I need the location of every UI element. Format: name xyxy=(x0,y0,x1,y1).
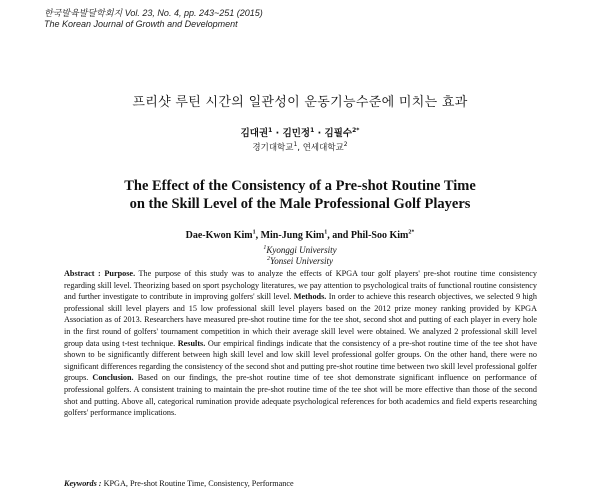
ko-author-1-sup: 1 xyxy=(268,126,273,134)
korean-title: 프리샷 루틴 시간의 일관성이 운동기능수준에 미치는 효과 xyxy=(132,95,468,110)
keywords-label: Keywords : xyxy=(64,479,102,488)
methods-text: In order to achieve this research objectives, we selected 9 high professional skill level players and 15 low professional skill level players based on the 2012 prize money ranking provided by KPGA Association as of 2013. Researchers have measured pre-shot routine time for the tee shot, second shot and putting of each player in every hole in the first round of golfers' tournament competition in which their average skill level were obtained. We analyzed 2 professional skill level group data using t-test technique. xyxy=(64,292,537,348)
en-author-2-sup: 1 xyxy=(324,229,328,236)
ko-author-3-sup: 2* xyxy=(352,126,360,134)
en-author-sep-2: , and xyxy=(327,230,351,241)
ko-author-1: 김대권 xyxy=(240,128,269,139)
journal-citation: 한국발육발달학회지 Vol. 23, No. 4, pp. 243~251 (2015) xyxy=(44,8,263,18)
purpose-text: The purpose of this study was to analyze the effects of KPGA tour golf players' pre-shot routine time consistency regarding skill level. Theorizing based on sport psychology literatures, we pay attention to psychological traits of functional routine consistency and further investigate to contribute in improving golfers' skill level. xyxy=(64,269,538,302)
journal-name: The Korean Journal of Growth and Development xyxy=(44,19,238,29)
ko-author-2-sup: 1 xyxy=(310,126,315,134)
english-affiliation-2 xyxy=(0,256,600,266)
abstract-label: Abstract : xyxy=(64,269,101,278)
en-author-1-sup: 1 xyxy=(252,229,256,236)
english-authors xyxy=(0,230,600,241)
ko-author-sep: · xyxy=(314,128,325,139)
conclusion-label: Conclusion. xyxy=(92,373,134,383)
ko-affil-sep: , xyxy=(297,143,303,153)
conclusion-text: Based on our findings, the pre-shot routine time of tee shot demonstrate significant influence on performance of professional golfers. A consistent training to maintain the pre-shot routine time of the tee shot will be more effective than those of the second shot and putting. Above all, categorical rumination provide adequate psychological references for both academics and field experts researching golfers' performance implications. xyxy=(64,373,537,418)
keywords-text: KPGA, Pre-shot Routine Time, Consistency, Performance xyxy=(101,479,294,488)
en-author-3: Phil-Soo Kim xyxy=(350,230,409,241)
keywords xyxy=(64,479,294,488)
en-author-2: Min-Jung Kim xyxy=(260,230,325,241)
ko-affil-1-sup: 1 xyxy=(293,141,298,149)
en-author-3-sup: 2* xyxy=(408,229,415,236)
ko-author-3: 김필수 xyxy=(324,128,353,139)
english-title-line-1: The Effect of the Consistency of a Pre-shot Routine Time xyxy=(124,178,476,194)
korean-affiliations xyxy=(0,141,600,153)
english-title-line-2: on the Skill Level of the Male Professional Golf Players xyxy=(129,196,471,212)
journal-header xyxy=(44,8,263,30)
en-affil-1-name: Kyonggi University xyxy=(266,245,337,255)
korean-authors xyxy=(0,125,600,139)
en-affil-2-name: Yonsei University xyxy=(270,256,333,266)
ko-author-2: 김민정 xyxy=(282,128,311,139)
results-text: Our empirical findings indicate that the consistency of a pre-shot routine time of the tee shot have shown to be significantly different between high skill level and low skill level professional golfer groups. On the other hand, there were no significant differences regarding the consistency of the second shot and putting pre-shot routine time between two skill level professional golfer groups. xyxy=(64,338,537,383)
abstract xyxy=(64,268,537,419)
en-affil-1-sup: 1 xyxy=(263,245,267,251)
en-author-1: Dae-Kwon Kim xyxy=(185,230,253,241)
en-author-sep-1: , xyxy=(255,230,261,241)
ko-affil-1: 경기대학교 xyxy=(252,143,294,153)
purpose-label: Purpose. xyxy=(104,269,136,278)
english-title xyxy=(0,177,600,213)
en-affil-2-sup: 2 xyxy=(267,256,271,262)
english-affiliation-1 xyxy=(0,245,600,255)
ko-affil-2: 연세대학교 xyxy=(302,143,344,153)
methods-label: Methods. xyxy=(293,292,327,302)
ko-author-sep: · xyxy=(272,128,283,139)
ko-affil-2-sup: 2 xyxy=(343,141,348,149)
results-label: Results. xyxy=(177,338,206,348)
